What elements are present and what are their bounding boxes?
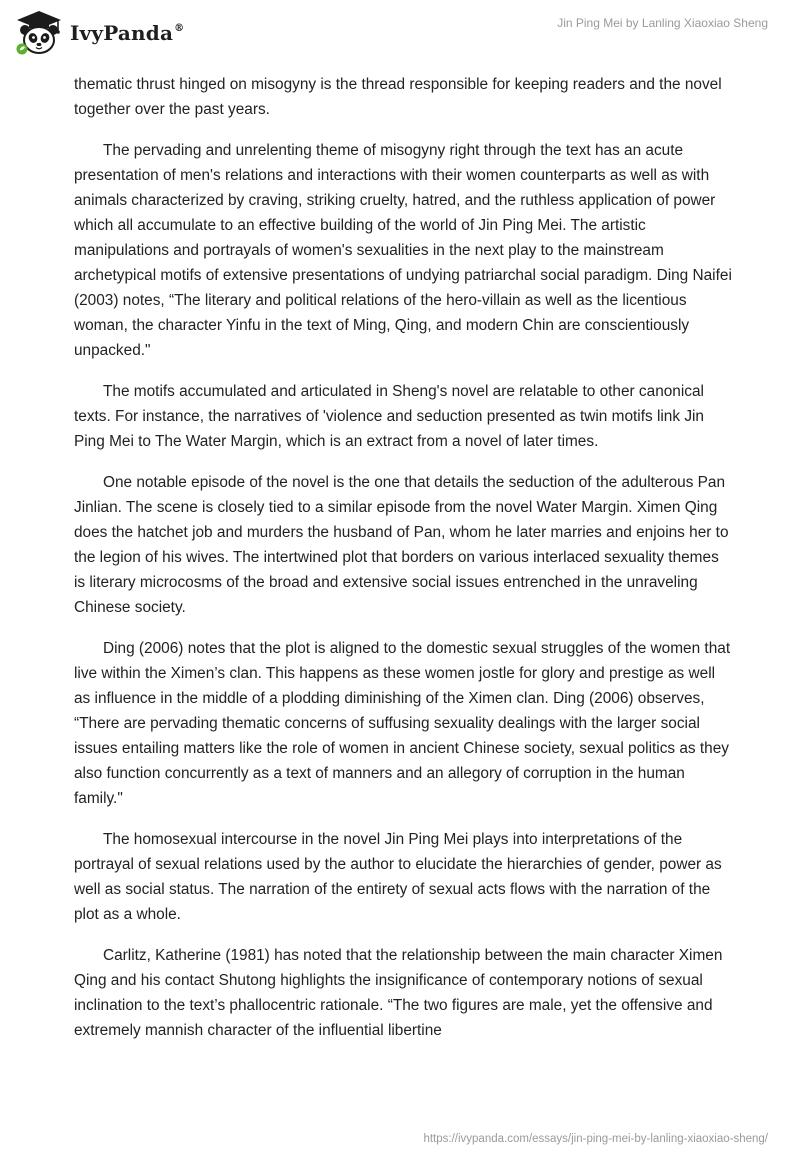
- paragraph: The motifs accumulated and articulated in Sheng's novel are relatable to other canonical texts. For instance, the narratives of 'violence and seduction presented as twin motifs link Jin Ping Mei to The Water Margin, which is an extract from a novel of later times.: [74, 383, 704, 450]
- panda-graduate-icon: [14, 9, 64, 57]
- paragraph: Ding (2006) notes that the plot is aligned to the domestic sexual struggles of the women that live within the Ximen’s clan. This happens as these women jostle for glory and prestige as well as influence in the middle of a plodding diminishing of the Ximen clan. Ding (2006) observes, “There are pervading thematic concerns of suffusing sexuality dealings with the larger social issues entailing matters like the role of women in ancient Chinese society, sexual politics as they also function concurrently as a text of manners and an allegory of corruption in the human family.": [74, 640, 731, 807]
- ivypanda-logo[interactable]: [14, 8, 184, 58]
- registered-mark: ®: [174, 23, 185, 34]
- brand-name: IvyPanda®: [70, 21, 185, 45]
- paragraph: Carlitz, Katherine (1981) has noted that the relationship between the main character Ximen Qing and his contact Shutong highlights the insignificance of contemporary notions of sexual inclination to the text’s phallocentric rationale. “The two figures are male, yet the offensive and extremely mannish character of the influential libertine: [74, 947, 723, 1039]
- paragraph: thematic thrust hinged on misogyny is the thread responsible for keeping readers and the novel together over the past years.: [74, 76, 722, 118]
- essay-body: [74, 72, 734, 1059]
- paragraph: The pervading and unrelenting theme of misogyny right through the text has an acute presentation of men's relations and interactions with their women counterparts as well as with animals characterized by craving, striking cruelty, hatred, and the ruthless application of power which all accumulate to an effective building of the world of Jin Ping Mei. The artistic manipulations and portrayals of women's sexualities in the next play to the mainstream archetypical motifs of extensive presentations of undying patriarchal social paradigm. Ding Naifei (2003) notes, “The literary and political relations of the hero-villain as well as the licentious woman, the character Yinfu in the text of Ming, Qing, and modern Chin are conscientiously unpacked.": [74, 142, 732, 359]
- page-header: [0, 0, 800, 64]
- source-url-link[interactable]: https://ivypanda.com/essays/jin-ping-mei-by-lanling-xiaoxiao-sheng/: [423, 1133, 768, 1145]
- paragraph: The homosexual intercourse in the novel Jin Ping Mei plays into interpretations of the portrayal of sexual relations used by the author to elucidate the hierarchies of gender, power as well as social status. The narration of the entirety of sexual acts flows with the narration of the plot as a whole.: [74, 831, 722, 923]
- paragraph: One notable episode of the novel is the one that details the seduction of the adulterous Pan Jinlian. The scene is closely tied to a similar episode from the novel Water Margin. Ximen Qing does the hatchet job and murders the husband of Pan, whom he later marries and enjoins her to the legion of his wives. The intertwined plot that borders on various interlaced sexuality themes is literary microcosms of the broad and extensive social issues entrenched in the unraveling Chinese society.: [74, 474, 729, 616]
- document-title: Jin Ping Mei by Lanling Xiaoxiao Sheng: [557, 16, 768, 30]
